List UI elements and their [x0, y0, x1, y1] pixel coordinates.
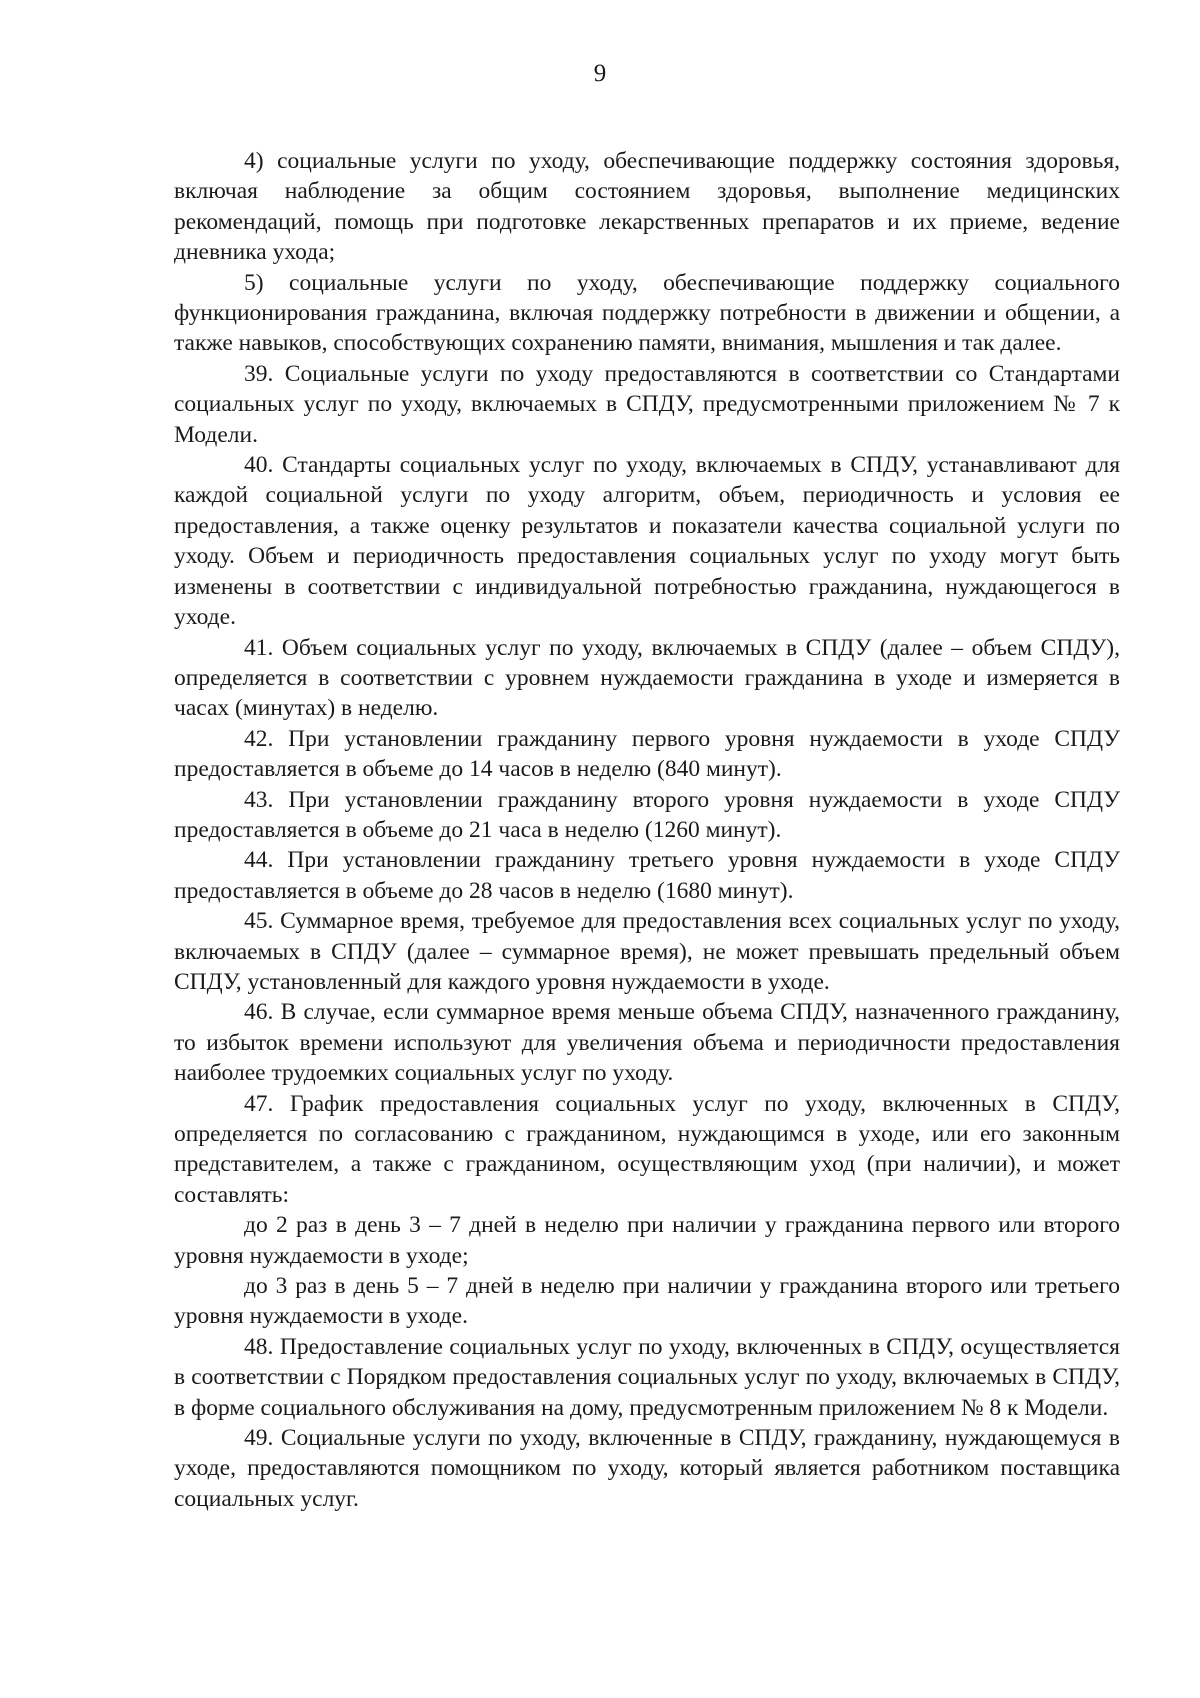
- paragraph-43: 43. При установлении гражданину второго уровня нуждаемости в уходе СПДУ предоставляется в объеме до 21 часа в неделю (1260 минут).: [174, 786, 1120, 843]
- page-number: 9: [593, 60, 607, 87]
- paragraph-45: 45. Суммарное время, требуемое для предоставления всех социальных услуг по уходу, включаемых в СПДУ (далее – суммарное время), не может превышать предельный объем СПДУ, установленный для каждого уровня нуждаемости в уходе.: [174, 908, 1120, 995]
- paragraph-item-4: 4) социальные услуги по уходу, обеспечивающие поддержку состояния здоровья, включая наблюдение за общим состоянием здоровья, выполнение медицинских рекомендаций, помощь при подготовке лекарственных препаратов и их приеме, ведение дневника ухода;: [174, 148, 1120, 266]
- paragraph-47-option-1: до 2 раз в день 3 – 7 дней в неделю при наличии у гражданина первого или второго уровня нуждаемости в уходе;: [174, 1212, 1120, 1269]
- paragraph-44: 44. При установлении гражданину третьего уровня нуждаемости в уходе СПДУ предоставляется в объеме до 28 часов в неделю (1680 минут).: [174, 847, 1120, 904]
- paragraph-46: 46. В случае, если суммарное время меньше объема СПДУ, назначенного гражданину, то избыток времени используют для увеличения объема и периодичности предоставления наиболее трудоемких социальных услуг по уходу.: [174, 999, 1120, 1087]
- paragraph-48: 48. Предоставление социальных услуг по уходу, включенных в СПДУ, осуществляется в соответствии с Порядком предоставления социальных услуг по уходу, включаемых в СПДУ, в форме социального обслуживания на дому, предусмотренным приложением № 8 к Модели.: [174, 1333, 1120, 1421]
- paragraph-49: 49. Социальные услуги по уходу, включенные в СПДУ, гражданину, нуждающемуся в уходе, предоставляются помощником по уходу, который является работником поставщика социальных услуг.: [174, 1425, 1120, 1512]
- paragraph-41: 41. Объем социальных услуг по уходу, включаемых в СПДУ (далее – объем СПДУ), определяется в соответствии с уровнем нуждаемости гражданина в уходе и измеряется в часах (минутах) в неделю.: [174, 634, 1120, 722]
- paragraph-39: 39. Социальные услуги по уходу предоставляются в соответствии со Стандартами социальных услуг по уходу, включаемых в СПДУ, предусмотренными приложением № 7 к Модели.: [174, 360, 1120, 448]
- paragraph-item-5: 5) социальные услуги по уходу, обеспечивающие поддержку социального функционирования гражданина, включая поддержку потребности в движении и общении, а также навыков, способствующих сохранению памяти, внимания, мышления и так далее.: [174, 269, 1120, 357]
- document-body: [174, 146, 1120, 1514]
- paragraph-42: 42. При установлении гражданину первого уровня нуждаемости в уходе СПДУ предоставляется в объеме до 14 часов в неделю (840 минут).: [174, 725, 1120, 783]
- paragraph-40: 40. Стандарты социальных услуг по уходу, включаемых в СПДУ, устанавливают для каждой социальной услуги по уходу алгоритм, объем, периодичность и условия ее предоставления, а также оценку результатов и показатели качества социальной услуги по уходу. Объем и периодичность предоставления социальных услуг по уходу могут быть изменены в соответствии с индивидуальной потребностью гражданина, нуждающегося в уходе.: [174, 452, 1120, 631]
- paragraph-47: 47. График предоставления социальных услуг по уходу, включенных в СПДУ, определяется по согласованию с гражданином, нуждающимся в уходе, или его законным представителем, а также с гражданином, осуществляющим уход (при наличии), и может составлять:: [174, 1090, 1120, 1208]
- paragraph-47-option-2: до 3 раз в день 5 – 7 дней в неделю при наличии у гражданина второго или третьего уровня нуждаемости в уходе.: [174, 1273, 1120, 1330]
